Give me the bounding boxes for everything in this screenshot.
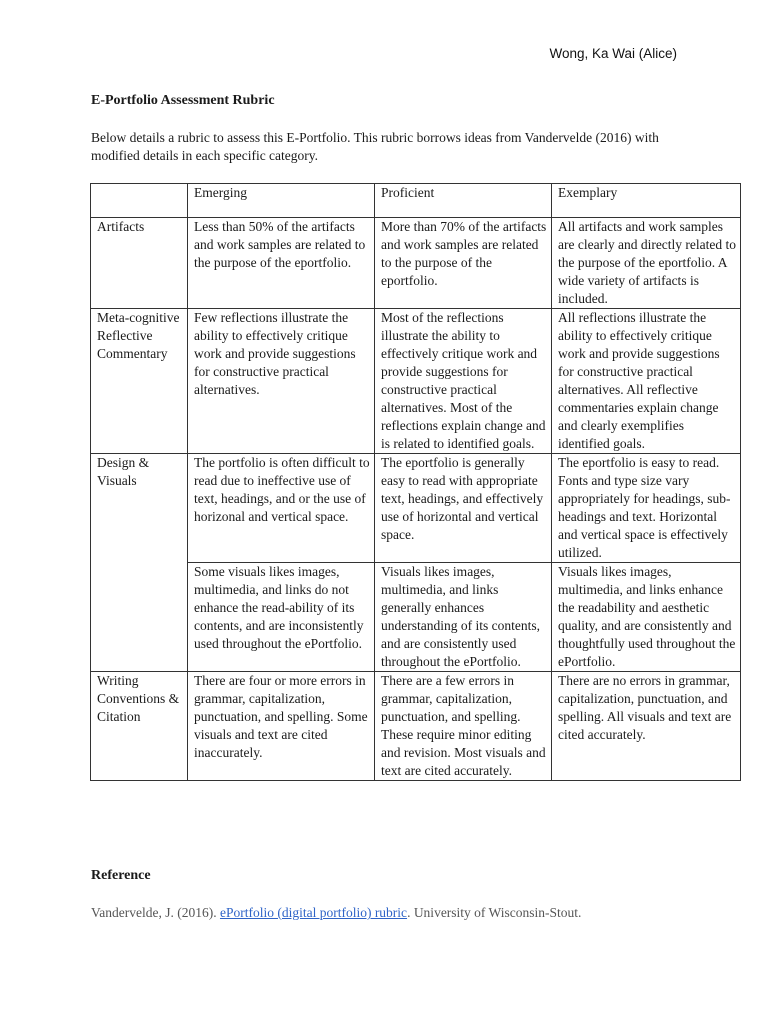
table-row-artifacts xyxy=(91,218,741,309)
intro-paragraph: Below details a rubric to assess this E-Portfolio. This rubric borrows ideas from Vandervelde (2016) with modified details in each specific category. xyxy=(91,130,659,163)
reference-suffix: . University of Wisconsin-Stout. xyxy=(407,905,582,920)
cell-artifacts-proficient: More than 70% of the artifacts and work samples are related to the purpose of the eportfolio. xyxy=(375,218,552,309)
cell-visuals-proficient: Visuals likes images, multimedia, and links generally enhances understanding of its contents, and are consistently used throughout the ePortfolio. xyxy=(375,563,552,672)
cell-metacognitive-emerging: Few reflections illustrate the ability to effectively critique work and provide suggestions for constructive practical alternatives. xyxy=(188,309,375,454)
cell-design-exemplary: The eportfolio is easy to read. Fonts and type size vary appropriately for headings, sub-headings and text. Horizontal and vertical space is effectively utilized. xyxy=(552,454,741,563)
rubric-header-row xyxy=(91,184,741,218)
header-cell-emerging: Emerging xyxy=(188,184,375,218)
row-label-metacognitive: Meta-cognitive Reflective Commentary xyxy=(91,309,188,454)
row-label-writing: Writing Conventions & Citation xyxy=(91,672,188,781)
table-row-visuals xyxy=(91,563,741,672)
row-label-design: Design & Visuals xyxy=(91,454,188,672)
cell-artifacts-exemplary: All artifacts and work samples are clearly and directly related to the purpose of the eportfolio. A wide variety of artifacts is included. xyxy=(552,218,741,309)
reference-link[interactable]: ePortfolio (digital portfolio) rubric xyxy=(219,905,408,920)
header-cell-category xyxy=(91,184,188,218)
header-cell-exemplary: Exemplary xyxy=(552,184,741,218)
reference-entry xyxy=(91,904,581,922)
row-label-artifacts: Artifacts xyxy=(91,218,188,309)
author-name: Wong, Ka Wai (Alice) xyxy=(549,46,677,61)
cell-writing-emerging: There are four or more errors in grammar, capitalization, punctuation, and spelling. Some visuals and text are cited inaccurately. xyxy=(188,672,375,781)
table-row-metacognitive xyxy=(91,309,741,454)
reference-heading: Reference xyxy=(91,868,151,883)
cell-metacognitive-proficient: Most of the reflections illustrate the ability to effectively critique work and provide suggestions for constructive practical alternatives. Most of the reflections explain change and is related to identified goals. xyxy=(375,309,552,454)
cell-visuals-exemplary: Visuals likes images, multimedia, and links enhance the readability and aesthetic quality, and are consistently and thoughtfully used throughout the ePortfolio. xyxy=(552,563,741,672)
cell-writing-exemplary: There are no errors in grammar, capitalization, punctuation, and spelling. All visuals and text are cited accurately. xyxy=(552,672,741,781)
table-row-design xyxy=(91,454,741,563)
cell-artifacts-emerging: Less than 50% of the artifacts and work samples are related to the purpose of the eportfolio. xyxy=(188,218,375,309)
reference-prefix: Vandervelde, J. (2016). xyxy=(91,905,220,920)
cell-metacognitive-exemplary: All reflections illustrate the ability to effectively critique work and provide suggestions for constructive practical alternatives. All reflective commentaries explain change and clearly exemplifies identified goals. xyxy=(552,309,741,454)
cell-design-emerging: The portfolio is often difficult to read due to ineffective use of text, headings, and or the use of horizonal and vertical space. xyxy=(188,454,375,563)
rubric-table xyxy=(90,183,741,781)
table-row-writing xyxy=(91,672,741,781)
cell-design-proficient: The eportfolio is generally easy to read with appropriate text, headings, and effectively use of horizontal and vertical space. xyxy=(375,454,552,563)
header-cell-proficient: Proficient xyxy=(375,184,552,218)
document-title: E-Portfolio Assessment Rubric xyxy=(91,93,275,108)
cell-writing-proficient: There are a few errors in grammar, capitalization, punctuation, and spelling. These require minor editing and revision. Most visuals and text are cited accurately. xyxy=(375,672,552,781)
cell-visuals-emerging: Some visuals likes images, multimedia, and links do not enhance the read-ability of its contents, and are inconsistently used throughout the ePortfolio. xyxy=(188,563,375,672)
